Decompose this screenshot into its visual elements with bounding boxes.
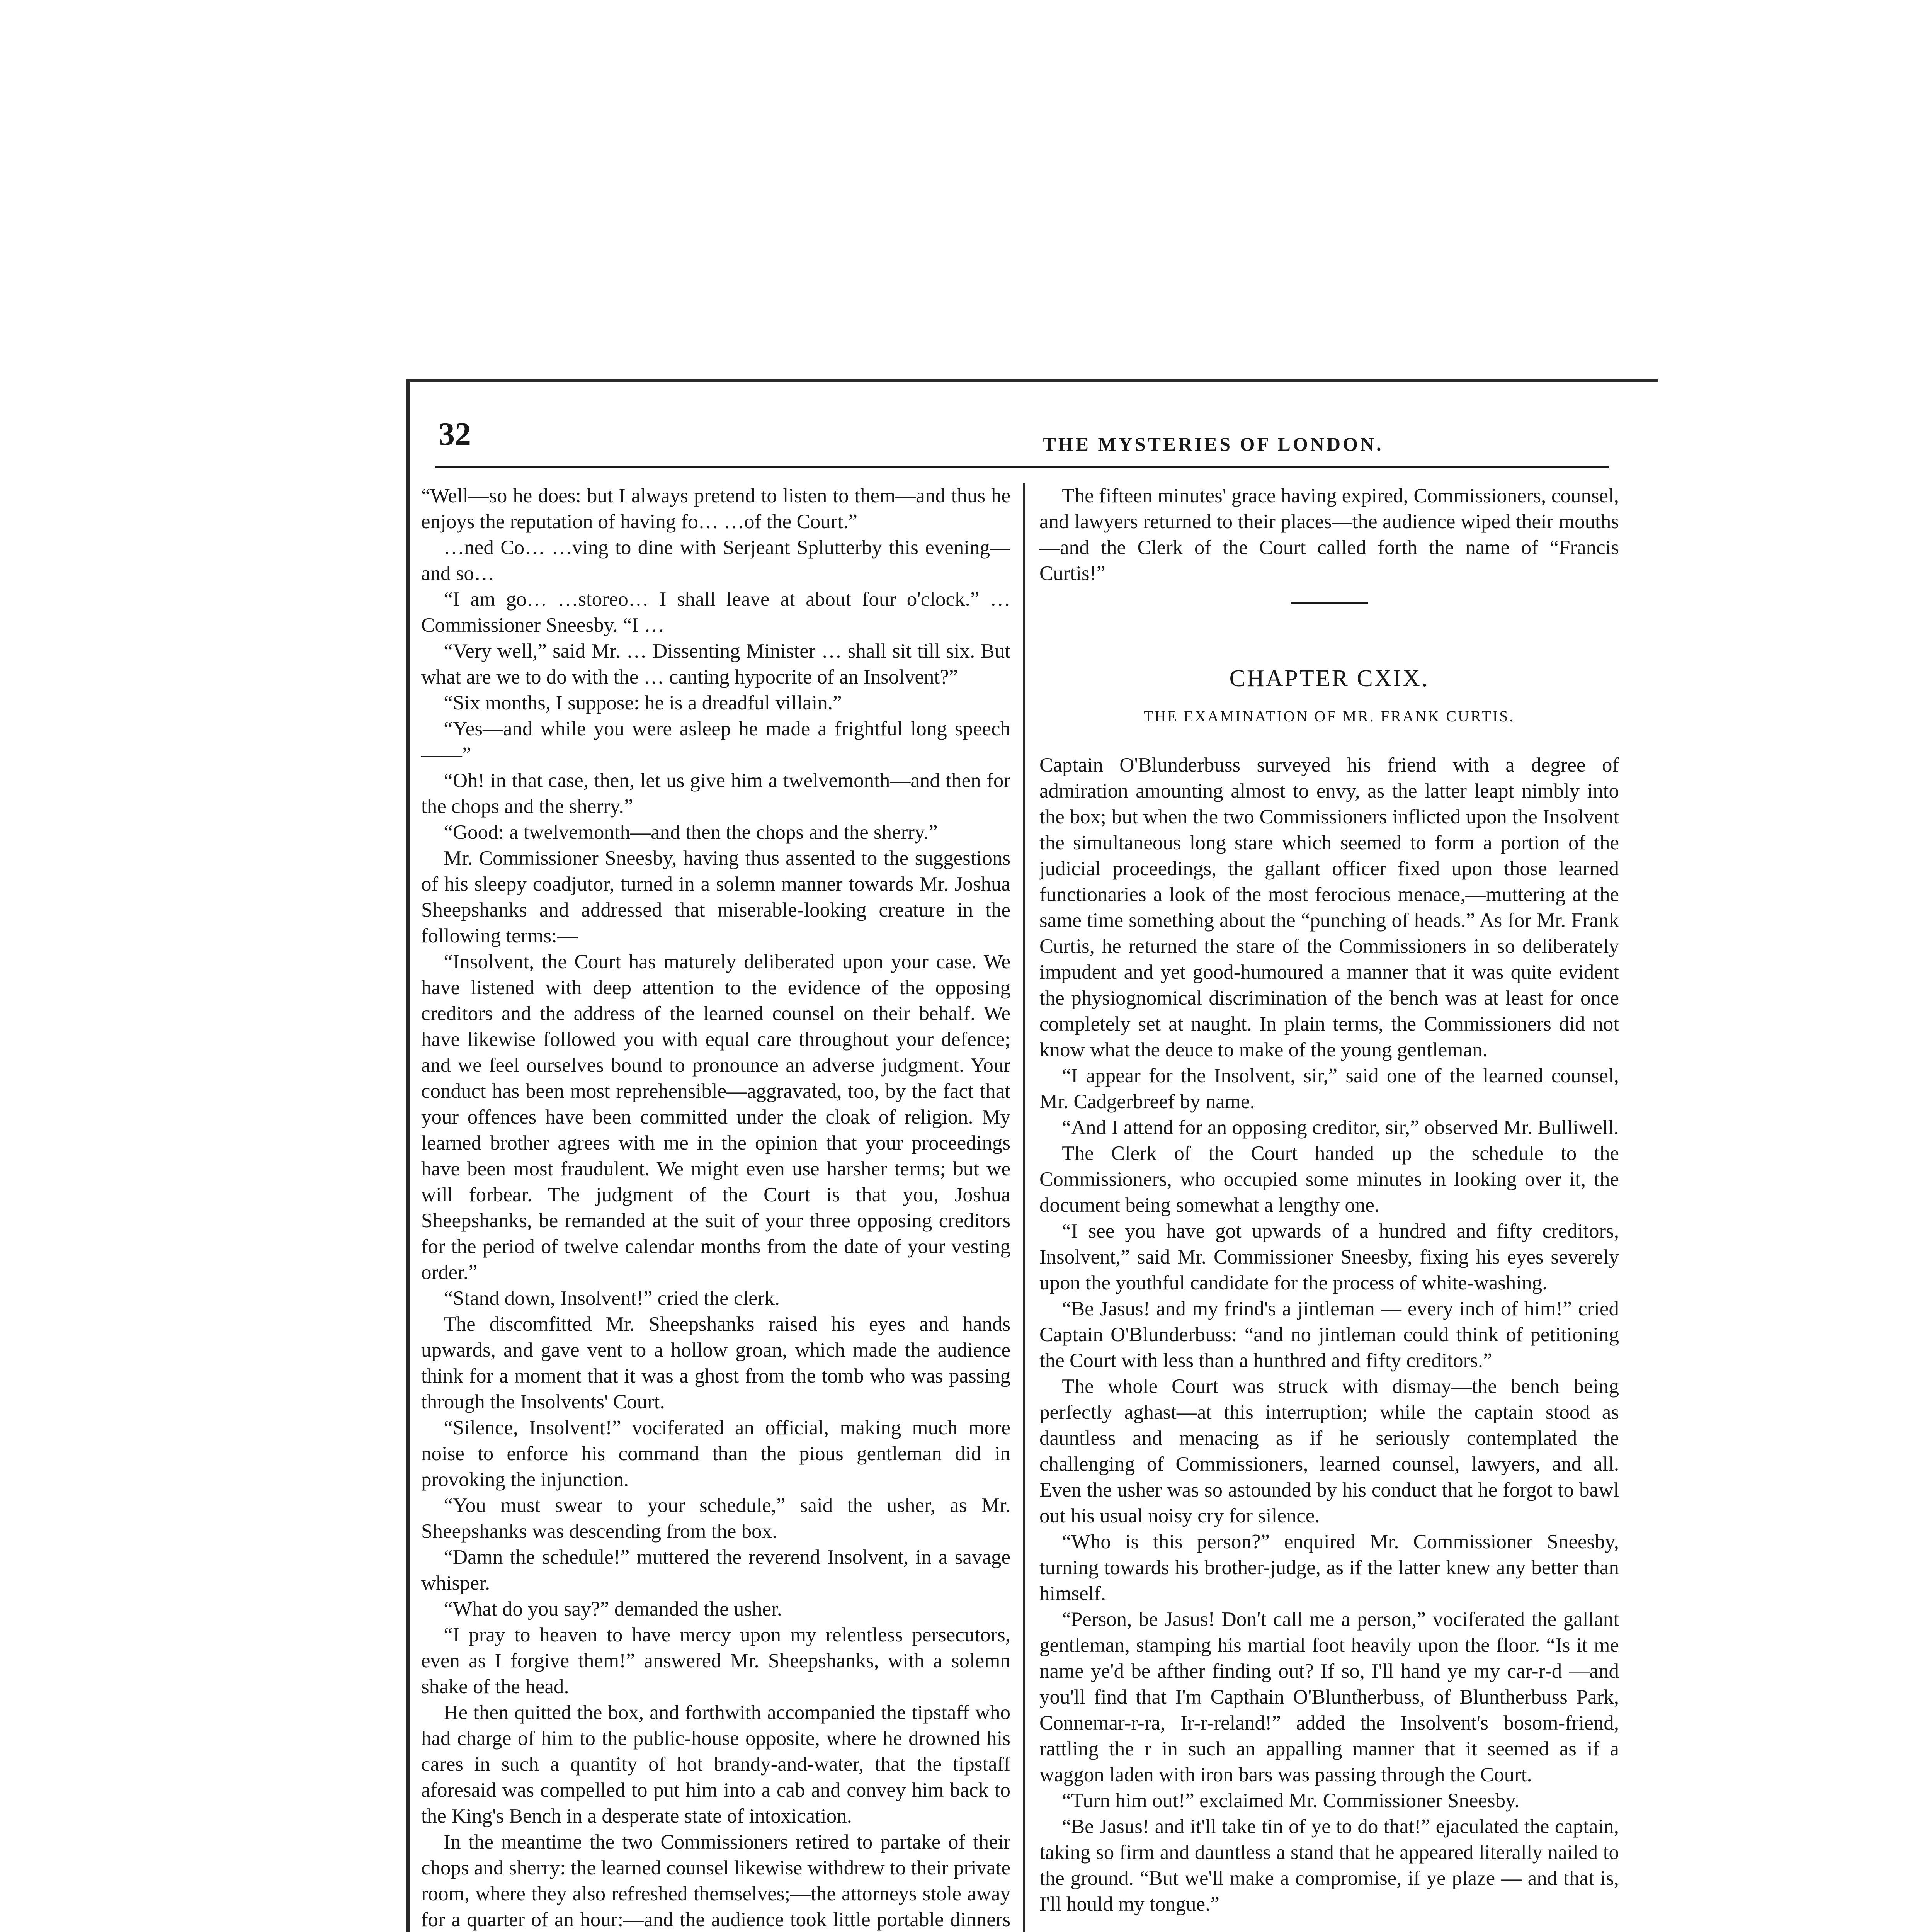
chapter-subtitle: THE EXAMINATION OF MR. FRANK CURTIS. — [1143, 707, 1515, 725]
paragraph: He then quitted the box, and forthwith accompanied the tipstaff who had charge of him to the public-house opposite, where he drowned his cares in such a quantity of hot brandy-and-water, that the tipstaff aforesaid was compelled to put him into a cab and convey him back to the King's Bench in a desperate state of intoxication. — [421, 1701, 1010, 1827]
paragraph: The discomfitted Mr. Sheepshanks raised his eyes and hands upwards, and gave vent to a hollow groan, which made the audience think for a moment that it was a ghost from the tomb who was passing through the Insolvents' Court. — [421, 1313, 1010, 1413]
left-column — [421, 483, 1010, 1932]
paragraph: “I appear for the Insolvent, sir,” said one of the learned counsel, Mr. Cadgerbreef by name. — [1039, 1065, 1619, 1113]
paragraph: …ned Co… …ving to dine with Serjeant Splutterby this evening—and so… — [421, 536, 1010, 585]
paragraph: “I see you have got upwards of a hundred and fifty creditors, Insolvent,” said Mr. Commissioner Sneesby, fixing his eyes severely upon the youthful candidate for the process of white-washing. — [1039, 1220, 1619, 1294]
paragraph: “Turn him out!” exclaimed Mr. Commissioner Sneesby. — [1062, 1789, 1520, 1812]
page-number: 32 — [439, 416, 471, 452]
paragraph: “I pray to heaven to have mercy upon my relentless persecutors, even as I forgive them!” answered Mr. Sheepshanks, with a solemn shake of the head. — [421, 1624, 1010, 1698]
paragraph: “You must swear to your schedule,” said the usher, as Mr. Sheepshanks was descending from the box. — [421, 1494, 1010, 1543]
paragraph: “Person, be Jasus! Don't call me a person,” vociferated the gallant gentleman, stamping his martial foot heavily upon the floor. “Is it me name ye'd be afther finding out? If so, I'll hand ye my car-r-d —and you'll find that I'm Capthain O'Bluntherbuss, of Bluntherbuss Park, Connemar-r-ra, Ir-r-reland!” added the Insolvent's bosom-friend, rattling the r in such an appalling manner that it seemed as if a waggon laden with iron bars was passing through the Court. — [1039, 1608, 1619, 1786]
chapter-title: CHAPTER CXIX. — [1229, 665, 1429, 692]
paragraph: The fifteen minutes' grace having expired, Commissioners, counsel, and lawyers returned to their places—the audience wiped their mouths—and the Clerk of the Court called forth the name of “Francis Curtis!” — [1039, 485, 1619, 585]
column-divider — [1023, 483, 1025, 1932]
page-edge-top — [406, 379, 1658, 382]
paragraph: Mr. Commissioner Sneesby, having thus assented to the suggestions of his sleepy coadjutor, turned in a solemn manner towards Mr. Joshua Sheepshanks and addressed that miserable-looking creature in the following terms:— — [421, 847, 1010, 947]
paragraph: “Well—so he does: but I always pretend to listen to them—and thus he enjoys the reputation of having fo… …of the Court.” — [421, 485, 1010, 533]
section-rule — [1291, 602, 1368, 604]
paragraph: “Oh! in that case, then, let us give him a twelvemonth—and then for the chops and the sherry.” — [421, 769, 1010, 818]
paragraph: “Insolvent, the Court has maturely deliberated upon your case. We have listened with deep attention to the evidence of the opposing creditors and the address of the learned counsel on their behalf. We have likewise followed you with equal care throughout your defence; and we feel ourselves bound to pronounce an adverse judgment. Your conduct has been most reprehensible—aggravated, too, by the fact that your offences have been committed under the cloak of religion. My learned brother agrees with me in the opinion that your proceedings have been most fraudulent. We might even use harsher terms; but we will forbear. The judgment of the Court is that you, Joshua Sheepshanks, be remanded at the suit of your three opposing creditors for the period of twelve calendar months from the date of your vesting order.” — [421, 951, 1010, 1284]
paragraph: “Be Jasus! and it'll take tin of ye to do that!” ejaculated the captain, taking so firm and dauntless a stand that he appeared literally nailed to the ground. “But we'll make a compromise, if ye plaze — and that is, I'll hould my tongue.” — [1039, 1815, 1619, 1915]
paragraph: Captain O'Blunderbuss surveyed his friend with a degree of admiration amounting almost to envy, as the latter leapt nimbly into the box; but when the two Commissioners inflicted upon the Insolvent the simultaneous long stare which seemed to form a portion of the judicial proceedings, the gallant officer fixed upon those learned functionaries a look of the most ferocious menace,—muttering at the same time something about the “punching of heads.” As for Mr. Frank Curtis, he returned the stare of the Commissioners in so deliberately impudent and yet good-humoured a manner that it was quite evident the physiognomical discrimination of the bench was at least for once completely set at naught. In plain terms, the Commissioners did not know what the deuce to make of the young gentleman. — [1039, 754, 1619, 1061]
paragraph: “What do you say?” demanded the usher. — [444, 1598, 782, 1620]
paragraph: “Six months, I suppose: he is a dreadful villain.” — [444, 692, 842, 714]
paragraph: “Be Jasus! and my frind's a jintleman — every inch of him!” cried Captain O'Blunderbuss: “and no jintleman could think of petitioning the Court with less than a hunthred and fifty creditors.” — [1039, 1298, 1619, 1372]
paragraph: The Clerk of the Court handed up the schedule to the Commissioners, who occupied some minutes in looking over it, the document being somewhat a lengthy one. — [1039, 1142, 1619, 1216]
paragraph: “Good: a twelvemonth—and then the chops and the sherry.” — [444, 821, 938, 844]
running-head: THE MYSTERIES OF LONDON. — [1043, 433, 1384, 455]
paragraph: “Silence, Insolvent!” vociferated an official, making much more noise to enforce his command than the pious gentleman did in provoking the injunction. — [421, 1417, 1010, 1491]
paragraph: The whole Court was struck with dismay—the bench being perfectly aghast—at this interruption; while the captain stood as dauntless and menacing as if he seriously contemplated the challenging of Commissioners, learned counsel, lawyers, and all. Even the usher was so astounded by his conduct that he forgot to bawl out his usual noisy cry for silence. — [1039, 1375, 1619, 1527]
paragraph: “Yes—and while you were asleep he made a frightful long speech——” — [421, 718, 1010, 766]
paragraph: “Stand down, Insolvent!” cried the clerk. — [444, 1287, 780, 1310]
page-edge-left — [406, 379, 410, 1932]
paragraph: “Very well,” said Mr. … Dissenting Minister … shall sit till six. But what are we to do with the … canting hypocrite of an Insolvent?” — [421, 640, 1010, 688]
right-column — [1039, 483, 1619, 1932]
paragraph: “Who is this person?” enquired Mr. Commissioner Sneesby, turning towards his brother-judge, as if the latter knew any better than himself. — [1039, 1531, 1619, 1605]
paragraph: “And I attend for an opposing creditor, sir,” observed Mr. Bulliwell. — [1062, 1116, 1619, 1139]
paragraph: “I am go… …storeo… I shall leave at about four o'clock.” …Commissioner Sneesby. “I … — [421, 588, 1010, 636]
paragraph: “Damn the schedule!” muttered the reverend Insolvent, in a savage whisper. — [421, 1546, 1010, 1594]
header-rule — [435, 466, 1609, 468]
paragraph: In the meantime the two Commissioners retired to partake of their chops and sherry: the learned counsel likewise withdrew to their private room, where they also refreshed themselves;—the attorneys stole away for a quarter of an hour:—and the audience took little portable dinners — [421, 1831, 1010, 1931]
